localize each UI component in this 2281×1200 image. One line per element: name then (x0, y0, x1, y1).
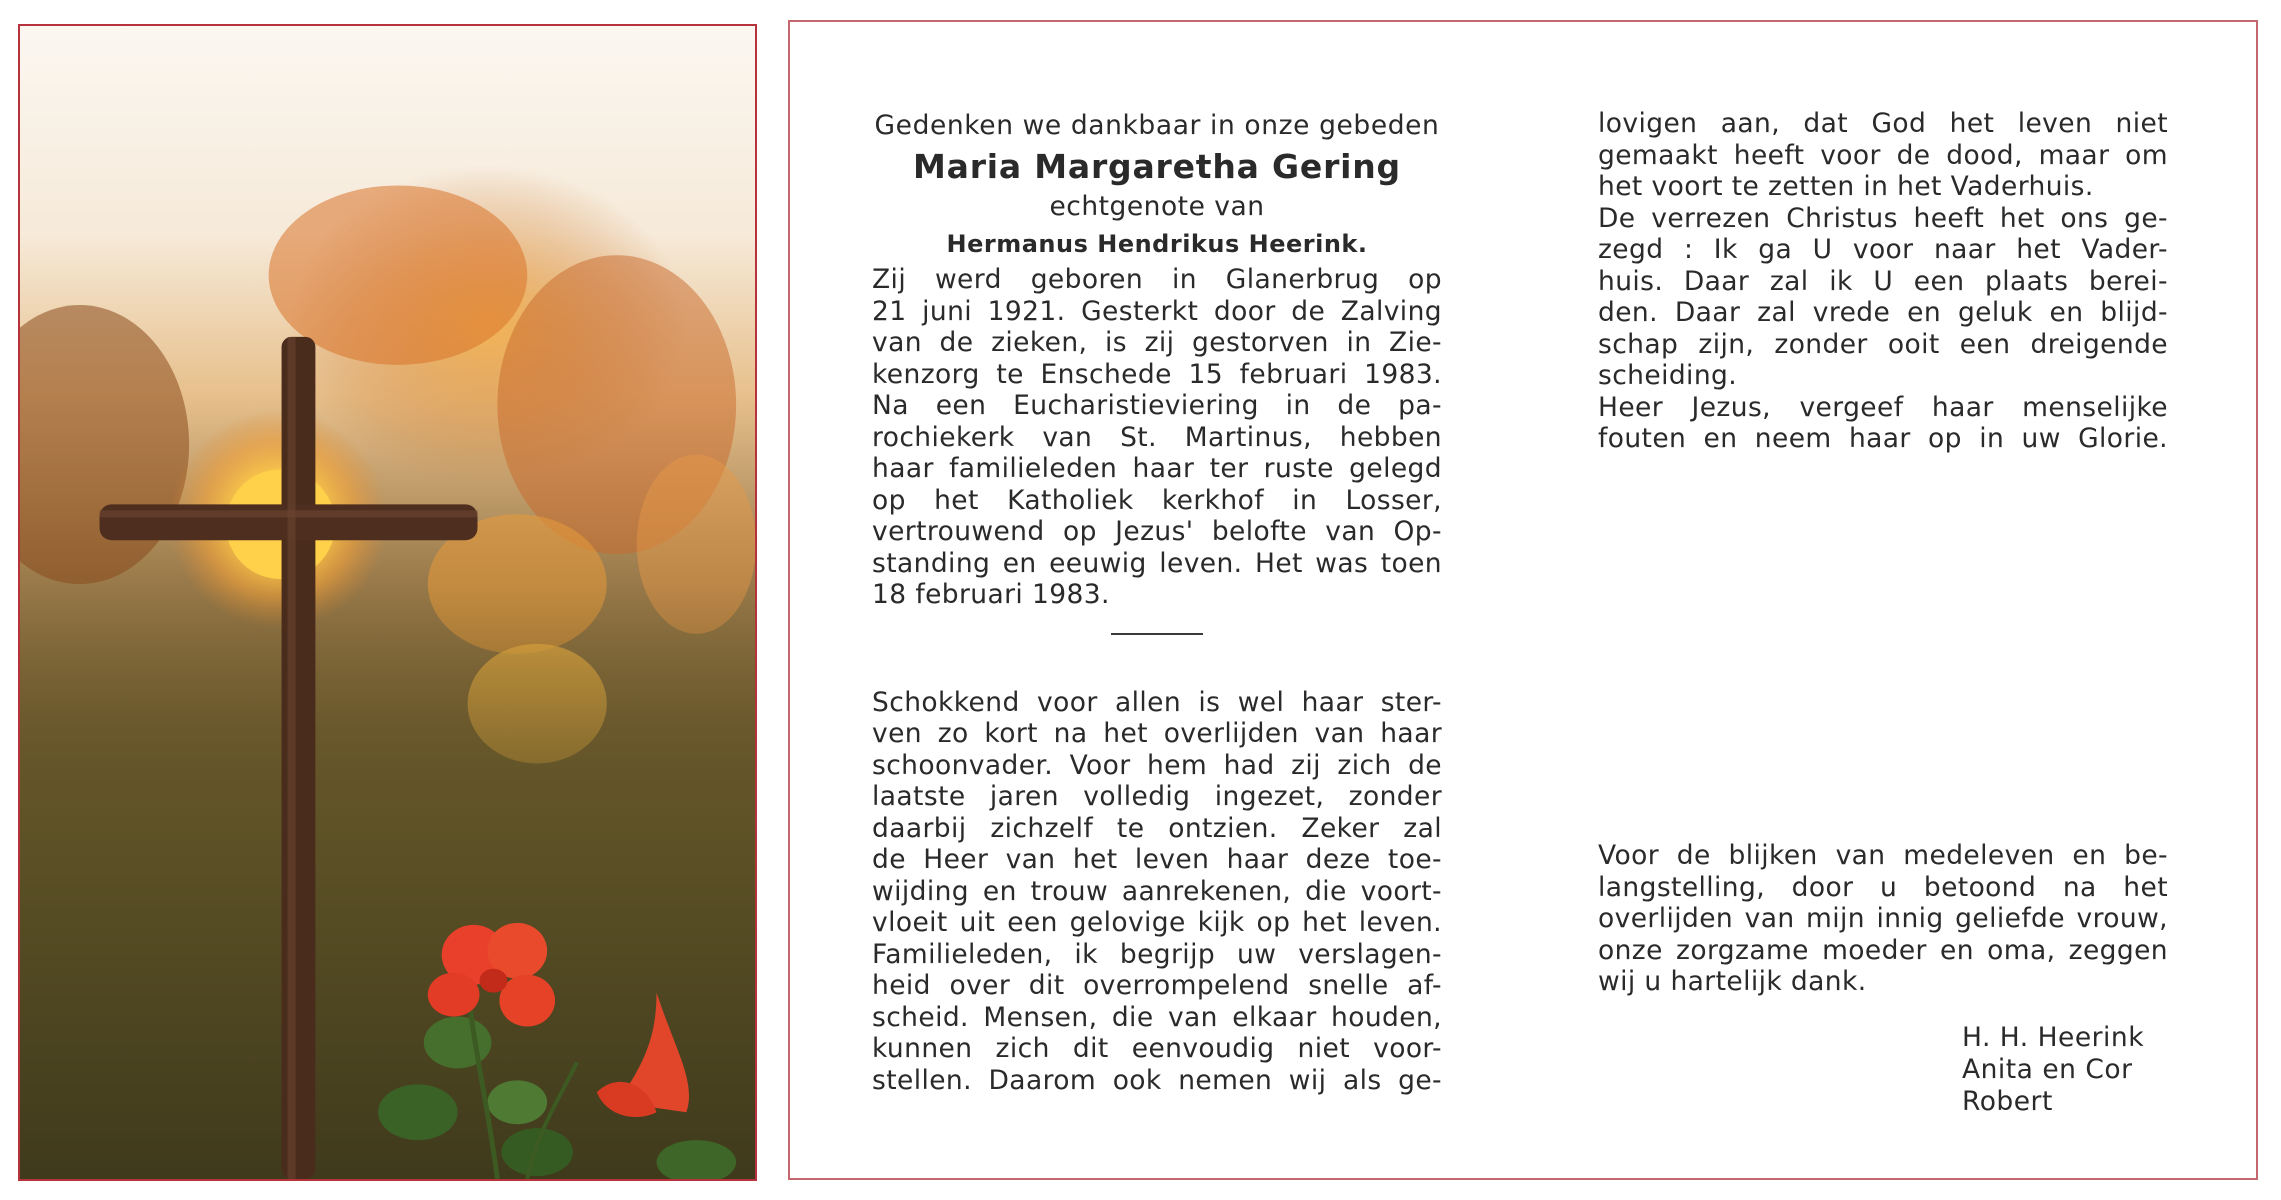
photo-illustration (20, 26, 755, 1179)
deceased-name: Maria Margaretha Gering (913, 147, 1401, 186)
text-line: standing en eeuwig leven. Het was toen (872, 547, 1442, 579)
separator-rule (1111, 633, 1203, 635)
memorial-photo (18, 24, 757, 1181)
text-line: scheid. Mensen, die van elkaar houden, (872, 1001, 1442, 1033)
text-line: de Heer van het leven haar deze toe- (872, 844, 1442, 875)
text-line: Schokkend voor allen is wel haar ster- (872, 686, 1442, 718)
text-line: den. Daar zal vrede en geluk en blijd- (1598, 297, 2168, 328)
text-line: op het Katholiek kerkhof in Losser, (872, 484, 1442, 516)
faith-paragraph (1598, 108, 2168, 455)
text-line: Familieleden, ik begrijp uw verslagen- (872, 938, 1442, 970)
text-line: Zij werd geboren in Glanerbrug op (872, 264, 1442, 295)
text-line: 21 juni 1921. Gesterkt door de Zalving (872, 295, 1442, 327)
biography-paragraph (872, 264, 1442, 611)
signature-name: H. H. Heerink (1962, 1022, 2145, 1053)
text-line: huis. Daar zal ik U een plaats berei- (1598, 265, 2168, 297)
left-column (872, 108, 1442, 1096)
text-line: kenzorg te Enschede 15 februari 1983. (872, 358, 1442, 390)
text-line: Na een Eucharistieviering in de pa- (872, 390, 1442, 421)
text-line: gemaakt heeft voor de dood, maar om (1598, 139, 2168, 171)
text-line: vloeit uit een gelovige kijk op het leven. (872, 907, 1442, 938)
text-line: Voor de blijken van medeleven en be- (1598, 840, 2168, 871)
text-line: van de zieken, is zij gestorven in Zie- (872, 327, 1442, 358)
text-line: kunnen zich dit eenvoudig niet voor- (872, 1033, 1442, 1064)
text-line: De verrezen Christus heeft het ons ge- (1598, 202, 2168, 234)
text-line: Heer Jezus, vergeef haar menselijke (1598, 391, 2168, 423)
memorial-text-card (788, 20, 2258, 1180)
text-line: wij u hartelijk dank. (1598, 966, 1867, 997)
text-line: wijding en trouw aanrekenen, die voort- (872, 875, 1442, 907)
text-line: schap zijn, zonder ooit een dreigende (1598, 328, 2168, 360)
text-line: ven zo kort na het overlijden van haar (872, 718, 1442, 749)
reflection-paragraph (872, 687, 1442, 1097)
text-line: heid over dit overrompelend snelle af- (872, 970, 1442, 1001)
text-line: overlijden van mijn innig geliefde vrouw, (1598, 903, 2168, 934)
signature-name: Robert (1962, 1086, 2053, 1117)
signature-block (1962, 1022, 2182, 1118)
text-line: langstelling, door u betoond na het (1598, 871, 2168, 903)
text-line: vertrouwend op Jezus' belofte van Op- (872, 516, 1442, 547)
text-line: scheiding. (1598, 360, 1738, 391)
text-line: haar familieleden haar ter ruste gelegd (872, 453, 1442, 484)
text-line: stellen. Daarom ook nemen wij als ge- (872, 1064, 1442, 1096)
text-line: rochiekerk van St. Martinus, hebben (872, 421, 1442, 453)
thanks-paragraph (1598, 840, 2168, 998)
signature-name: Anita en Cor (1962, 1054, 2133, 1085)
relation-label: echtgenote van (1049, 191, 1265, 222)
text-line: daarbij zichzelf te ontzien. Zeker zal (872, 812, 1442, 844)
husband-name: Hermanus Hendrikus Heerink. (946, 230, 1368, 258)
text-line: onze zorgzame moeder en oma, zeggen (1598, 934, 2168, 966)
text-line: schoonvader. Voor hem had zij zich de (872, 749, 1442, 781)
opening-line: Gedenken we dankbaar in onze gebeden (874, 110, 1440, 141)
text-line: laatste jaren volledig ingezet, zonder (872, 781, 1442, 812)
right-column (1598, 108, 2168, 455)
text-line: het voort te zetten in het Vaderhuis. (1598, 171, 2094, 202)
text-line: zegd : Ik ga U voor naar het Vader- (1598, 234, 2168, 265)
text-line: fouten en neem haar op in uw Glorie. (1598, 423, 2168, 454)
text-line: 18 februari 1983. (872, 579, 1110, 610)
text-line: lovigen aan, dat God het leven niet (1598, 108, 2168, 139)
